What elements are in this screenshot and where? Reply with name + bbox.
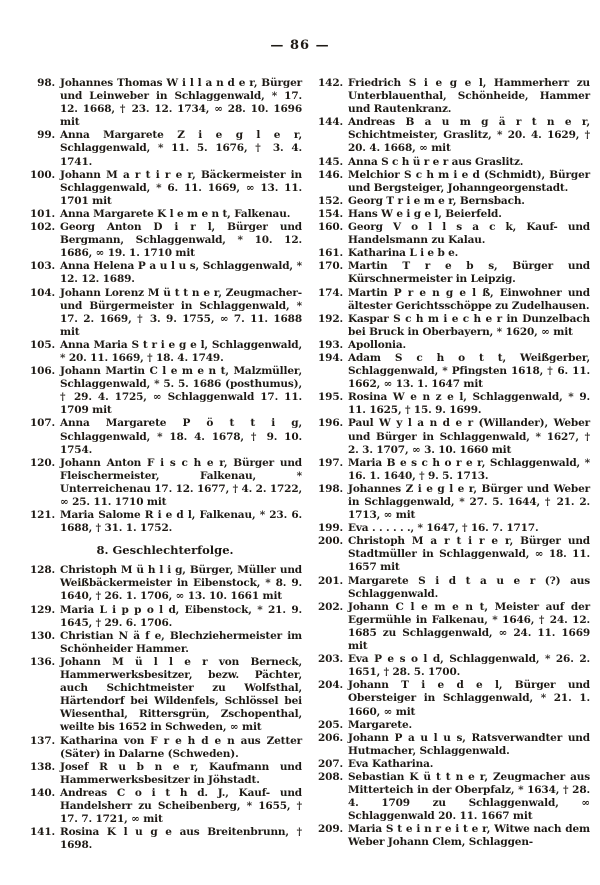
entry [316,208,590,221]
entry-number: 141. [30,826,55,839]
entry-number: 104. [30,286,55,299]
right-column [316,77,590,852]
entry [316,156,590,169]
entry-number: 136. [30,655,55,668]
entry-number: 140. [30,786,55,799]
entry [316,758,590,771]
entry-text: Hans W e i g e l, Beierfeld. [348,207,502,220]
entry-text: Apollonia. [348,338,407,351]
page-number: — 86 — [270,38,330,53]
entry-text: Anna S c h ü r e r aus Graslitz. [348,155,524,168]
entry [28,365,302,417]
entry [316,195,590,208]
entry-number: 197. [318,456,343,469]
entry-number: 120. [30,456,55,469]
entry-text: Eva P e s o l d, Schlaggenwald, * 26. 2. 1651, † 28. 5. 1700. [348,653,590,679]
entry [28,656,302,735]
entry-number: 144. [318,116,343,129]
entry [28,630,302,656]
entry [316,169,590,195]
entry-number: 128. [30,564,55,577]
entry [28,457,302,509]
entry-number: 100. [30,168,55,181]
entry [316,313,590,339]
entry-text: Maria B e s c h o r e r, Schlaggenwald, * 16. 1. 1640, † 9. 5. 1713. [348,456,590,482]
entry-number: 103. [30,260,55,273]
entry-number: 204. [318,679,343,692]
entry-text: Anna Margarete K l e m e n t, Falkenau. [60,207,291,220]
entry [316,339,590,352]
entry-number: 198. [318,482,343,495]
entry-number: 196. [318,417,343,430]
left-column [28,77,302,852]
entry [316,116,590,155]
entry-number: 98. [37,77,55,89]
entry [316,679,590,718]
entry-number: 154. [318,207,343,220]
entry-number: 208. [318,770,343,783]
entry-text: Melchior S c h m i e d (Schmidt), Bürger und Bergsteiger, Johanngeorgenstadt. [348,168,590,194]
entry-text: Paul W y l a n d e r (Willander), Weber und Bürger in Schlaggenwald, * 1627, † 2. 3. 1707, ∞ 3. 10. 1660 mit [348,417,590,456]
entry [28,287,302,339]
entry-number: 206. [318,731,343,744]
entry [28,417,302,456]
entry-number: 203. [318,653,343,666]
entry-text: Rosina W e n z e l, Schlaggenwald, * 9. 11. 1625, † 15. 9. 1699. [348,391,590,417]
entry-number: 201. [318,574,343,587]
entry-text: Maria L i p p o l d, Eibenstock, * 21. 9. 1645, † 29. 6. 1706. [60,603,302,629]
entry-number: 101. [30,207,55,220]
entry-text: Margarete S i d t a u e r (?) aus Schlaggenwald. [348,574,590,600]
entry [316,287,590,313]
entry [316,719,590,732]
entry [28,221,302,260]
entry-text: Martin T r e b s, Bürger und Kürschnermeister in Leipzig. [348,260,590,286]
entry [316,732,590,758]
entry-text: Anna Margarete P ö t t i g, Schlaggenwald, * 18. 4. 1678, † 9. 10. 1754. [60,417,302,456]
entry-number: 205. [318,718,343,731]
entry [316,457,590,483]
entry [28,208,302,221]
entry [316,483,590,522]
entry [316,653,590,679]
entry [316,823,590,849]
entry [28,129,302,168]
entry-number: 174. [318,286,343,299]
entry-text: Johann M a r t i r e r, Bäckermeister in Schlaggenwald, * 6. 11. 1669, ∞ 13. 11. 1701 mit [60,168,302,207]
entry [28,564,302,603]
entry-number: 146. [318,168,343,181]
entry [28,761,302,787]
entry-text: Maria Salome R i e d l, Falkenau, * 23. 6. 1688, † 31. 1. 1752. [60,509,302,535]
entry-number: 138. [30,760,55,773]
entry-number: 209. [318,823,343,836]
entry-text: Johann C l e m e n t, Meister auf der Egermühle in Falkenau, * 1646, † 24. 12. 1685 zu Schlaggenwald, ∞ 24. 11. 1669 mit [348,600,590,653]
entry [28,826,302,852]
entry-text: Anna Helena P a u l u s, Schlaggenwald, * 12. 12. 1689. [60,260,302,286]
entry [316,391,590,417]
entry-text: Johannes Z i e g l e r, Bürger und Weber in Schlaggenwald, * 27. 5. 1644, † 21. 2. 1713, ∞ mit [348,482,590,522]
entry-number: 121. [30,509,55,522]
entry [28,339,302,365]
entry-text: Sebastian K ü t t n e r, Zeugmacher aus Mitterteich in der Oberpfalz, * 1634, † 28. 4. 1709 zu Schlaggenwald, ∞ Schlaggenwald 20. 11. 1667 mit [348,770,590,823]
entry-text: Friedrich S i e g e l, Hammerherr zu Unterblauenthal, Schönheide, Hammer und Rautenkranz. [348,77,590,116]
entry-number: 107. [30,417,55,430]
entry-text: Anna Maria S t r i e g e l, Schlaggenwald, * 20. 11. 1669, † 18. 4. 1749. [60,338,302,364]
entry-text: Johann Anton F i s c h e r, Bürger und Fleischermeister, Falkenau, * Unterreichenau 17. 12. 1677, † 4. 2. 1722, ∞ 25. 11. 1710 mit [60,456,302,508]
entry-text: Georg Anton D i r l, Bürger und Bergmann, Schlaggenwald, * 10. 12. 1686, ∞ 19. 1. 1710 mit [60,221,302,260]
entry-number: 102. [30,221,55,234]
entry-number: 160. [318,221,343,234]
entry-number: 199. [318,522,343,535]
entry-number: 137. [30,734,55,747]
entry-text: Maria S t e i n r e i t e r, Witwe nach dem Weber Johann Clem, Schlaggen- [348,823,590,849]
entry-list-left-top [28,77,302,535]
entry-number: 194. [318,351,343,364]
entry-text: Adam S c h o t t, Weißgerber, Schlaggenwald, * Pfingsten 1618, † 6. 11. 1662, ∞ 13. 1. 1647 mit [348,351,590,391]
entry-number: 192. [318,312,343,325]
entry-number: 161. [318,247,343,260]
entry-number: 130. [30,629,55,642]
entry [316,535,590,574]
entry-number: 106. [30,365,55,378]
entry [28,77,302,129]
entry-number: 200. [318,535,343,548]
entry-text: Christian N ä f e, Blechziehermeister im Schönheider Hammer. [60,629,302,655]
entry [316,352,590,391]
entry-text: Christoph M ü h l i g, Bürger, Müller und Weißbäckermeister in Eibenstock, * 8. 9. 1640, † 26. 1. 1706, ∞ 13. 10. 1661 mit [60,564,302,603]
entry [28,604,302,630]
entry-text: Johann P a u l u s, Ratsverwandter und Hutmacher, Schlaggenwald. [348,731,590,757]
entry-text: Andreas B a u m g ä r t n e r, Schichtmeister, Graslitz, * 20. 4. 1629, † 20. 4. 1668, ∞ mit [348,116,590,155]
entry [28,735,302,761]
entry [28,169,302,208]
entry-text: Josef R u b n e r, Kaufmann und Hammerwerksbesitzer in Jöhstadt. [60,760,302,786]
entry [316,221,590,247]
entry-list-left-bottom [28,564,302,852]
entry-number: 170. [318,260,343,273]
entry-number: 193. [318,338,343,351]
entry-text: Katharina von F r e h d e n aus Zetter (Säter) in Dalarne (Schweden). [60,734,302,760]
entry-number: 207. [318,757,343,770]
entry-text: Johann T i e d e l, Bürger und Obersteiger in Schlaggenwald, * 21. 1. 1660, ∞ mit [348,679,590,718]
entry-text: Eva Katharina. [348,757,434,770]
entry [316,522,590,535]
entry-text: Johann M ü l l e r von Berneck, Hammerwerksbesitzer, bezw. Pächter, auch Schichtmeister zu Wolfsthal, Härtendorf bei Wildenfels, Schlössel bei Wiesenthal, Rittersgrün, Zschopenthal, weilte bis 1652 in Schweden, ∞ mit [60,655,302,734]
entry-number: 152. [318,194,343,207]
entry [316,771,590,823]
entry [316,575,590,601]
entry [316,247,590,260]
entry-text: Johannes Thomas W i l l a n d e r, Bürger und Leinweber in Schlaggenwald, * 17. 12. 1668, † 23. 12. 1734, ∞ 28. 10. 1696 mit [60,77,302,129]
entry-text: Andreas C o i t h d. J., Kauf- und Handelsherr zu Scheibenberg, * 1655, † 17. 7. 1721, ∞ mit [60,786,302,826]
entry [316,417,590,456]
entry-text: Margarete. [348,718,413,731]
entry-number: 202. [318,600,343,613]
entry-text: Kaspar S c h m i e c h e r in Dunzelbach bei Bruck in Oberbayern, * 1620, ∞ mit [348,312,590,338]
entry-text: Martin P r e n g e l ß, Einwohner und ältester Gerichtsschöppe zu Zudelhausen. [348,286,590,312]
entry [316,601,590,653]
two-column-text [0,53,600,852]
entry-text: Katharina L i e b e. [348,247,459,260]
entry [316,260,590,286]
entry [28,787,302,826]
entry-text: Rosina K l u g e aus Breitenbrunn, † 1698. [60,826,302,852]
entry-text: Georg T r i e m e r, Bernsbach. [348,194,525,207]
section-heading: 8. Geschlechterfolge. [96,543,234,558]
entry-number: 145. [318,155,343,168]
entry-number: 99. [37,129,55,142]
entry-number: 105. [30,338,55,351]
entry-list-right [316,77,590,850]
entry [316,77,590,116]
entry-text: Georg V o l l s a c k, Kauf- und Handelsmann zu Kalau. [348,221,590,247]
entry [28,509,302,535]
entry-text: Christoph M a r t i r e r, Bürger und Stadtmüller in Schlaggenwald, ∞ 18. 11. 1657 mit [348,535,590,574]
entry-text: Johann Lorenz M ü t t n e r, Zeugmacher- und Bürgermeister in Schlaggenwald, * 17. 2. 1669, † 3. 9. 1755, ∞ 7. 11. 1688 mit [60,286,302,338]
entry-text: Johann Martin C l e m e n t, Malzmüller, Schlaggenwald, * 5. 5. 1686 (posthumus), † 29. 4. 1725, ∞ Schlaggenwald 17. 11. 1709 mit [60,365,302,417]
entry-text: Eva . . . . . ., * 1647, † 16. 7. 1717. [348,522,539,535]
entry-number: 195. [318,391,343,404]
entry-number: 142. [318,77,343,89]
entry [28,260,302,286]
entry-number: 129. [30,603,55,616]
entry-text: Anna Margarete Z i e g l e r, Schlaggenwald, * 11. 5. 1676, † 3. 4. 1741. [60,129,302,168]
